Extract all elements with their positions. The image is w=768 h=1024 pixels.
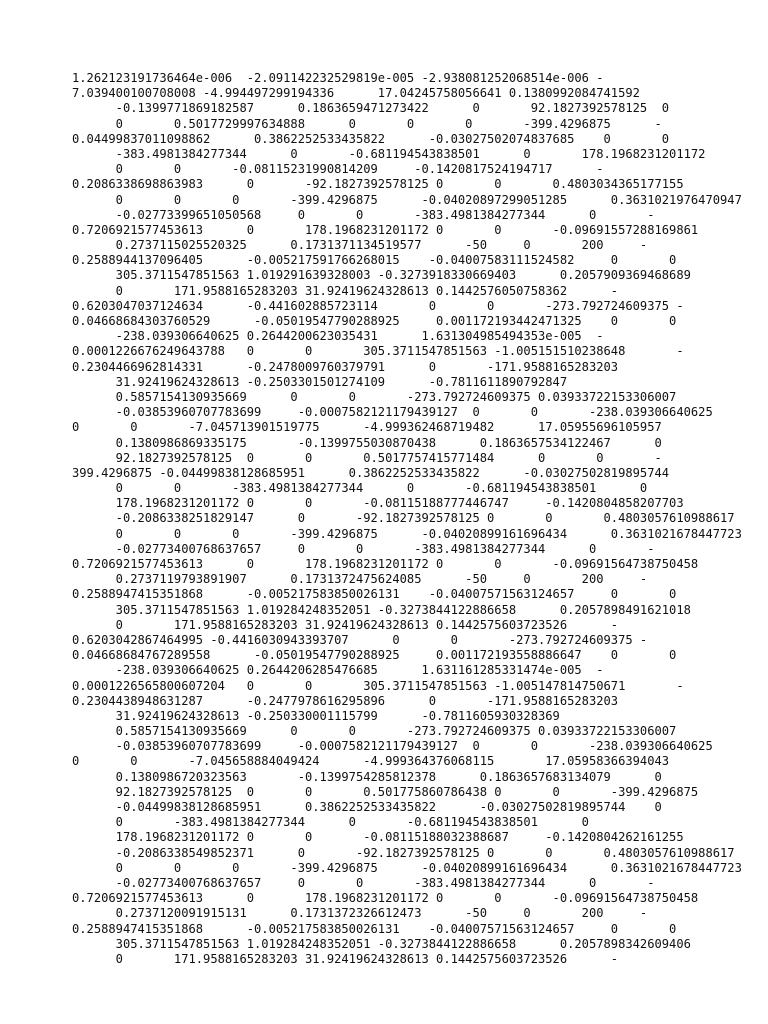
text-line: 0 0 -7.045658884049424 -4.999364376068115 17.05958366394043 [72, 754, 670, 769]
text-line: 0 0 -0.08115231990814209 -0.1420817524194717 - [72, 162, 604, 177]
text-line: 0 0 0 -399.4296875 -0.04020899161696434 0.3631021678447723 [72, 526, 742, 541]
text-line: -0.2086338549852371 0 -92.1827392578125 0 0 0.4803057610988617 [72, 845, 735, 860]
text-line: 305.3711547851563 1.019284248352051 -0.3273844122886658 0.2057898491621018 [72, 602, 691, 617]
text-line: -0.04499838128685951 0.3862252533435822 -0.03027502819895744 0 [72, 800, 662, 814]
text-line: 0.2737119793891907 0.1731372475624085 -50 0 200 - [72, 572, 648, 587]
text-line: 0.2588947415351868 -0.005217583850026131 -0.04007571563124657 0 0 [72, 921, 677, 936]
text-line: 0.6203042867464995 -0.4416030943393707 0 0 -273.792724609375 - [72, 632, 648, 647]
text-line: 0.1380986720323563 -0.1399754285812378 0.1863657683134079 0 [72, 769, 662, 784]
text-line: -383.4981384277344 0 -0.681194543838501 0 178.1968231201172 [72, 146, 706, 161]
text-line: 0.2304466962814331 -0.2478009760379791 0 -171.9588165283203 [72, 359, 619, 374]
text-line: 0.0001226676249643788 0 0 305.3711547851563 -1.005151510238648 - [72, 344, 684, 359]
text-line: 0.5857154130935669 0 0 -273.792724609375 0.03933722153306007 [72, 724, 677, 739]
text-line: 0.6203047037124634 -0.441602885723114 0 0 -273.792724609375 - [72, 298, 684, 313]
text-line: 0.2086338698863983 0 -92.1827392578125 0 0 0.4803034365177155 [72, 177, 684, 192]
text-line: 0.2304438948631287 -0.2477978616295896 0 -171.9588165283203 [72, 693, 619, 708]
text-line: 7.039400100708008 -4.994497299194336 17.04245758056641 0.1380992084741592 [72, 86, 640, 101]
text-line: -0.02773400768637657 0 0 -383.4981384277344 0 - [72, 541, 655, 556]
text-line: -238.039306640625 0.2644200623035431 1.631304985494353e-005 - [72, 329, 604, 344]
text-line: 31.92419624328613 -0.2503301501274109 -0.7811611890792847 [72, 374, 568, 389]
text-line: 305.3711547851563 1.019284248352051 -0.3273844122886658 0.2057898342609406 [72, 936, 691, 951]
text-line: 0.2588947415351868 -0.005217583850026131 -0.04007571563124657 0 0 [72, 587, 677, 602]
text-line: 305.3711547851563 1.019291639328003 -0.3273918330669403 0.2057909369468689 [72, 268, 691, 283]
text-line: 31.92419624328613 -0.250330001115799 -0.7811605930328369 [72, 708, 560, 723]
text-line: 0 0 0 -399.4296875 -0.04020899161696434 0.3631021678447723 [72, 860, 742, 875]
text-line: 0.04499837011098862 0.3862252533435822 -0.03027502074837685 0 0 [72, 131, 670, 146]
text-line: -0.2086338251829147 0 -92.1827392578125 0 0 0.4803057610988617 [72, 511, 735, 526]
text-line: 0.04668684767289558 -0.05019547790288925 0.001172193558886647 0 0 [72, 648, 677, 663]
text-line: 0 0 0 -399.4296875 -0.04020897299051285 0.3631021976470947 [72, 192, 742, 207]
numeric-data-text [72, 71, 742, 967]
text-line: 0 171.9588165283203 31.92419624328613 0.1442576050758362 - [72, 283, 619, 298]
text-line: -0.02773400768637657 0 0 -383.4981384277344 0 - [72, 875, 655, 890]
text-line: 0 171.9588165283203 31.92419624328613 0.1442575603723526 - [72, 951, 619, 966]
text-line: 399.4296875 -0.04499838128685951 0.3862252533435822 -0.03027502819895744 [72, 465, 670, 480]
text-line: 0.7206921577453613 0 178.1968231201172 0 0 -0.09691564738750458 [72, 891, 699, 906]
text-line: 0.7206921577453613 0 178.1968231201172 0 0 -0.09691557288169861 [72, 222, 699, 237]
text-line: 0.0001226565800607204 0 0 305.3711547851563 -1.005147814750671 - [72, 678, 684, 693]
text-line: 0.2737120091915131 0.1731372326612473 -50 0 200 - [72, 906, 648, 921]
text-line: 0.04668684303760529 -0.05019547790288925 0.001172193442471325 0 0 [72, 314, 677, 328]
text-line: -238.039306640625 0.2644206285476685 1.631161285331474e-005 - [72, 663, 604, 678]
text-line: 0.2588944137096405 -0.005217591766268015 -0.04007583111524582 0 0 [72, 253, 677, 268]
text-line: 178.1968231201172 0 0 -0.08115188777446747 -0.1420804858207703 [72, 496, 684, 511]
text-line: -0.1399771869182587 0.1863659471273422 0 92.1827392578125 0 [72, 101, 670, 116]
text-line: 0 -383.4981384277344 0 -0.681194543838501 0 [72, 815, 589, 830]
text-line: 0.1380986869335175 -0.1399755030870438 0.1863657534122467 0 [72, 435, 662, 450]
text-line: 1.262123191736464e-006 -2.091142232529819e-005 -2.938081252068514e-006 - [72, 71, 604, 85]
text-line: 0.5857154130935669 0 0 -273.792724609375 0.03933722153306007 [72, 389, 677, 404]
text-line: 0 0.5017729997634888 0 0 0 -399.4296875 - [72, 116, 662, 131]
text-line: -0.03853960707783699 -0.0007582121179439127 0 0 -238.039306640625 [72, 739, 713, 754]
text-line: 0 0 -383.4981384277344 0 -0.681194543838501 0 [72, 481, 648, 496]
text-line: 0 171.9588165283203 31.92419624328613 0.1442575603723526 - [72, 617, 619, 632]
text-line: 92.1827392578125 0 0 0.5017757415771484 0 0 - [72, 450, 662, 465]
text-line: -0.03853960707783699 -0.0007582121179439127 0 0 -238.039306640625 [72, 405, 713, 420]
text-line: 178.1968231201172 0 0 -0.08115188032388687 -0.1420804262161255 [72, 830, 684, 845]
text-line: -0.02773399651050568 0 0 -383.4981384277344 0 - [72, 207, 655, 222]
text-line: 92.1827392578125 0 0 0.501775860786438 0 0 -399.4296875 [72, 784, 699, 799]
text-line: 0 0 -7.045713901519775 -4.999362468719482 17.05955696105957 [72, 420, 662, 435]
text-line: 0.7206921577453613 0 178.1968231201172 0 0 -0.09691564738750458 [72, 557, 699, 571]
text-line: 0.2737115025520325 0.1731371134519577 -50 0 200 - [72, 238, 648, 253]
